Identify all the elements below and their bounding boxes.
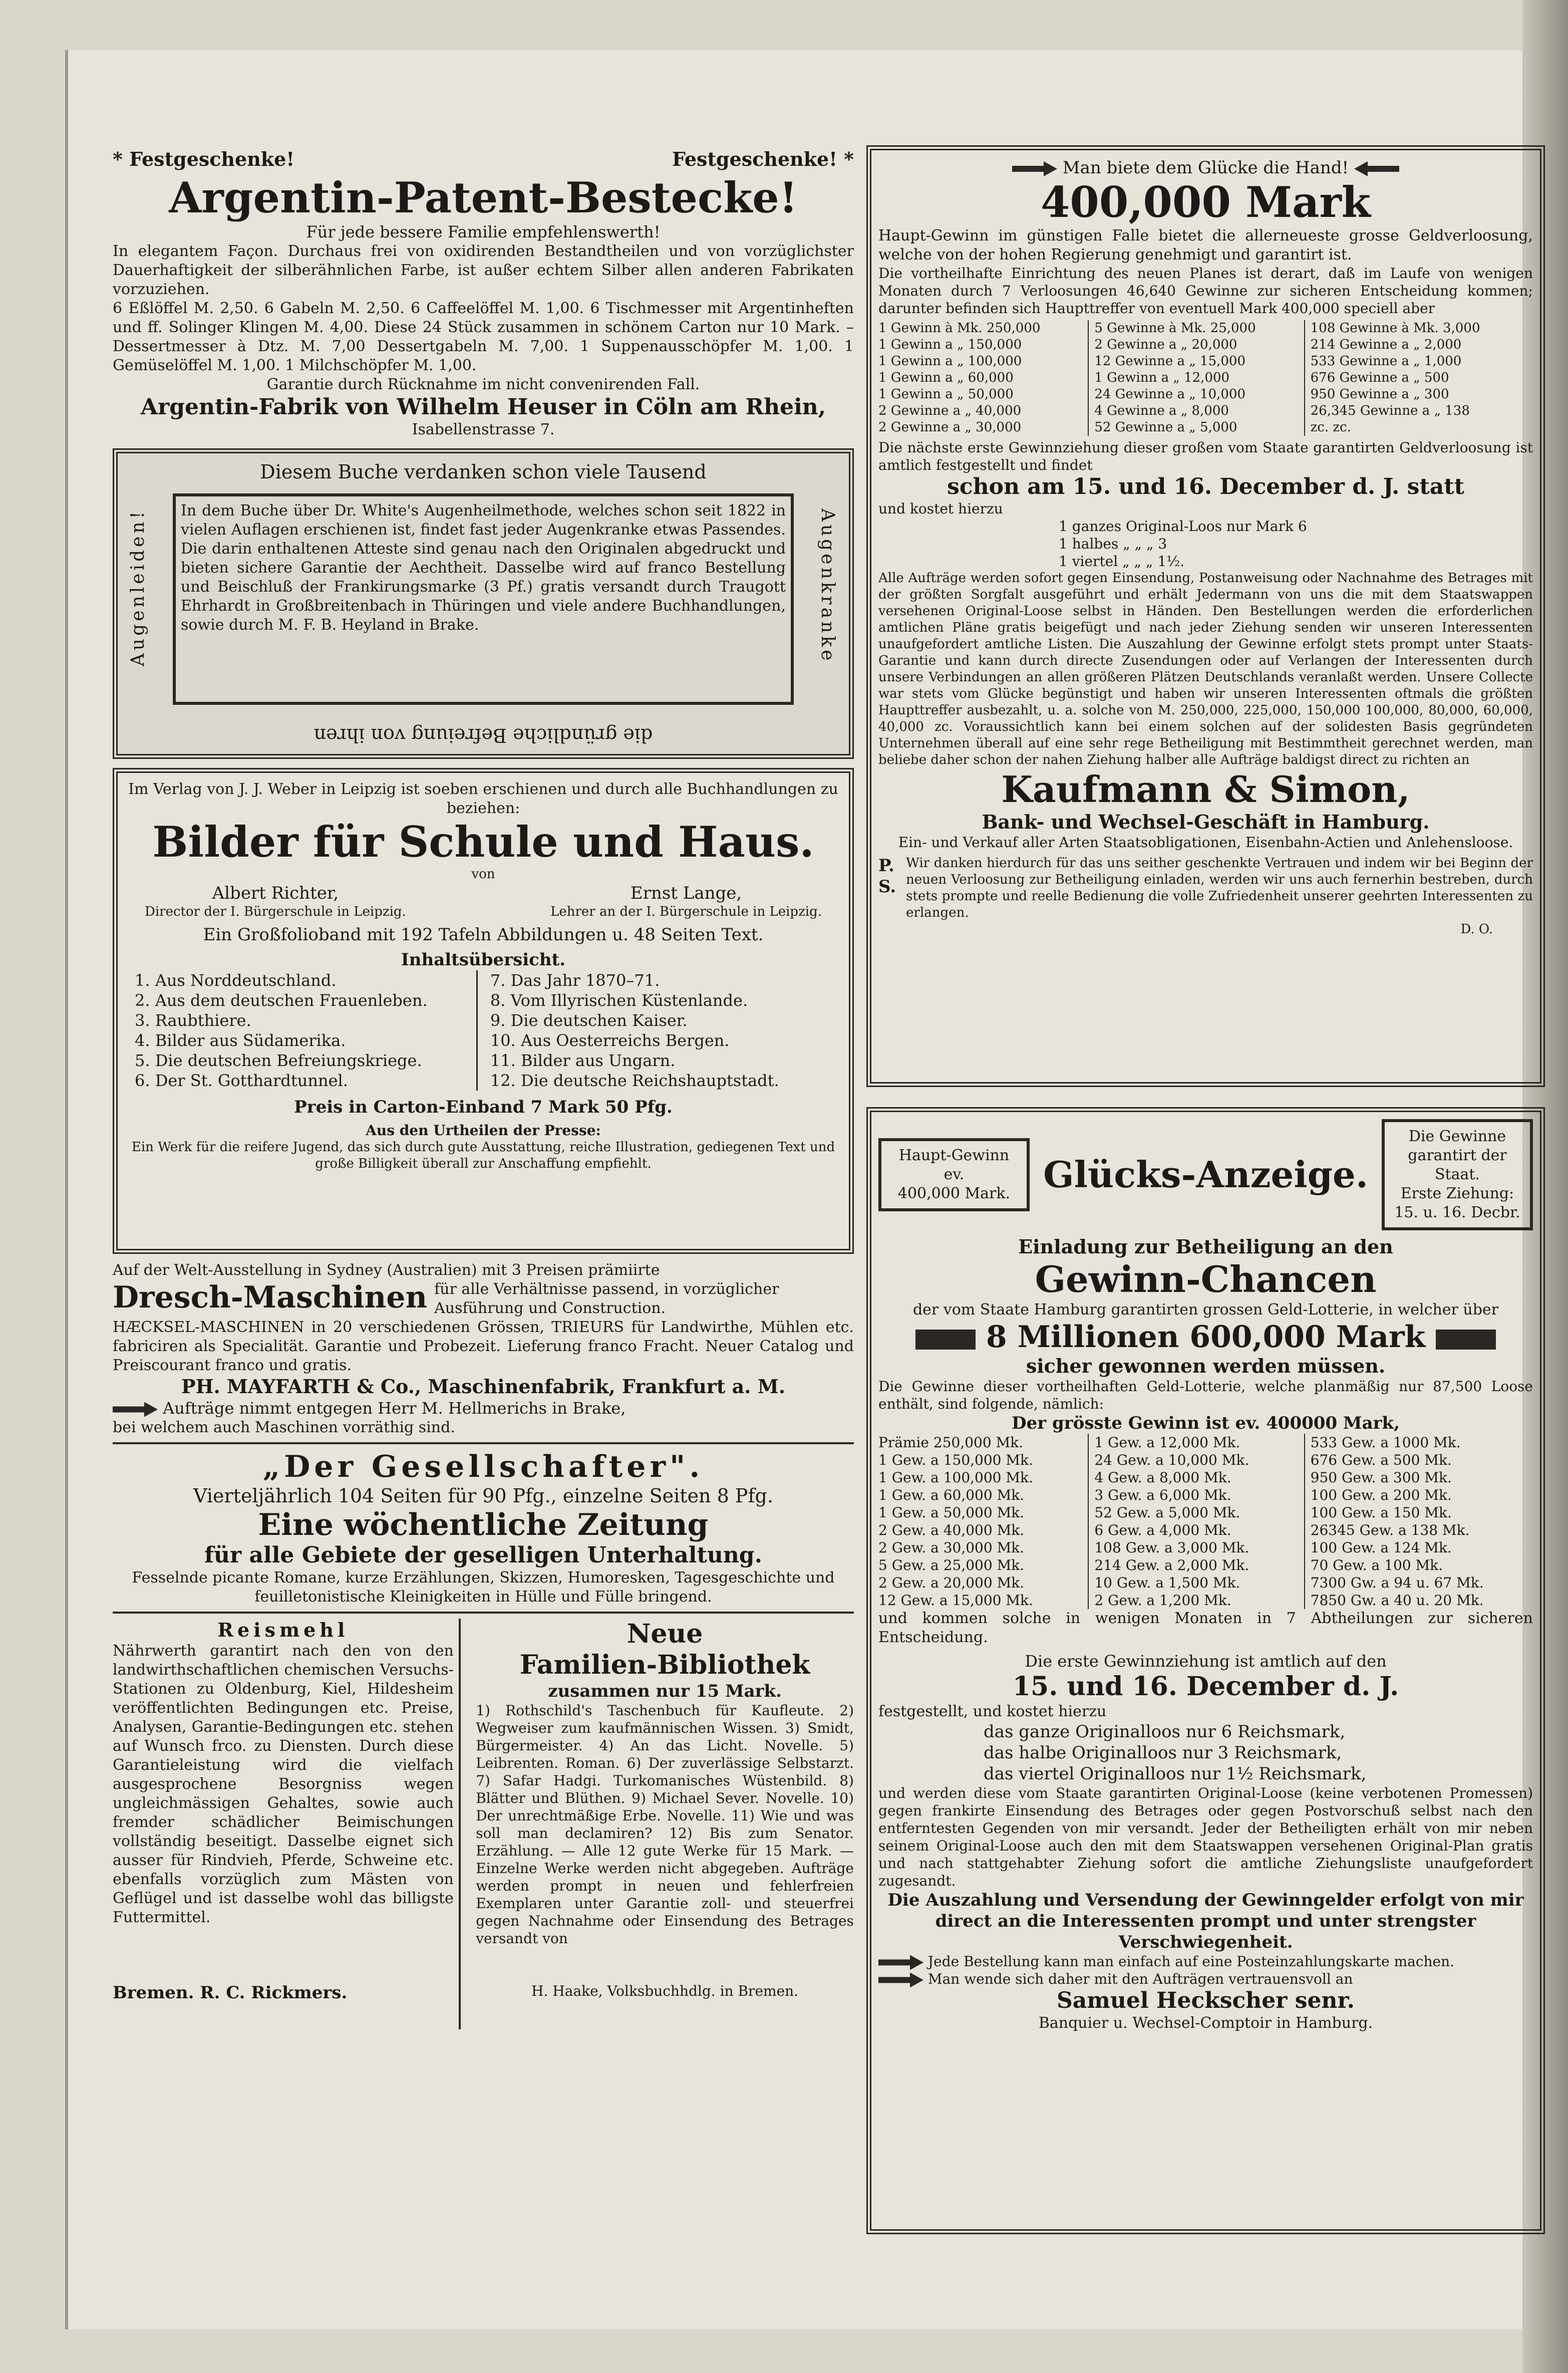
prize-row: 100 Gew. a 150 Mk. [1310, 1504, 1452, 1521]
black-bar-icon [915, 1330, 976, 1350]
gesellschafter-subtitle2: für alle Gebiete der geselligen Unterhaltung. [204, 1542, 762, 1568]
prize-row: 1 Gew. a 100,000 Mk. [878, 1469, 1033, 1486]
toc-item: 3. Raubthiere. [135, 1011, 251, 1030]
heckscher-note2: Man wende sich daher mit den Aufträgen vertrauensvoll an [927, 1971, 1353, 1987]
ad-dresch [113, 1261, 854, 1444]
kaufmann-plan: Die vortheilhafte Einrichtung des neuen Planes ist derart, daß im Laufe von wenigen Monaten durch 7 Verloosungen 46,640 Gewinne zur sicheren Entscheidung kommen; darunter befinden sich Haupttreffer von eventuell Mark 400,000 speciell aber [878, 265, 1533, 317]
toc-item: 9. Die deutschen Kaiser. [490, 1011, 688, 1030]
weber-price: Preis in Carton-Einband 7 Mark 50 Pfg. [294, 1097, 673, 1117]
lot-price-row: das halbe Originalloos nur 3 Reichsmark, [984, 1743, 1342, 1763]
bibliothek-title1: Neue [626, 1619, 703, 1649]
kaufmann-ps-label: P. S. [878, 856, 896, 897]
weber-von: von [471, 867, 495, 882]
prize-row: 950 Gew. a 300 Mk. [1310, 1469, 1452, 1486]
toc-item: 11. Bilder aus Ungarn. [490, 1051, 676, 1070]
weber-intro: Im Verlag von J. J. Weber in Leipzig ist soeben erschienen und durch alle Buchhandlungen zu beziehen: [128, 780, 838, 817]
prize-row: 12 Gew. a 15,000 Mk. [878, 1592, 1033, 1609]
prize-row: 676 Gew. a 500 Mk. [1310, 1452, 1452, 1468]
prize-row: 2 Gewinne a „ 30,000 [878, 420, 1022, 435]
kaufmann-body: Alle Aufträge werden sofort gegen Einsendung, Postanweisung oder Nachnahme des Betrages mit der größten Sorgfalt ausgeführt und erhält Jedermann von uns die mit dem Staatswappen versehenen Original-Loose selbst in Händen. Den Bestellungen werden die erforderlichen amtlichen Pläne gratis beigefügt und nach jeder Ziehung senden wir unseren Interessenten unaufgefordert amtliche Listen. Die Auszahlung der Gewinne erfolgt stets prompt unter Staats-Garantie und kann durch directe Zusendungen oder auf Verlangen der Interessenten durch unsere Verbindungen an allen größeren Plätzen Deutschlands veranlaßt werden. Unsere Collecte war stets vom Glücke begünstigt und haben wir unseren Interessenten oftmals die größten Haupttreffer ausbezahlt, u. a. solche von M. 250,000, 225,000, 150,000 100,000, 80,000, 60,000, 40,000 zc. Voraussichtlich kann bei einem solchen auf der solidesten Basis gegründeten Unternehmen überall auf eine sehr rege Betheiligung mit Bestimmtheit gerechnet werden, man beliebe daher schon der nahen Ziehung halber alle Aufträge baldigst direct zu richten an [878, 571, 1533, 767]
left-column [113, 148, 854, 2029]
dresch-title-row [113, 1280, 854, 1318]
heckscher-box-left [878, 1138, 1030, 1211]
pointing-hand-icon [878, 1973, 923, 1988]
besteck-guarantee: Garantie durch Rücknahme im nicht convenirenden Fall. [266, 376, 700, 393]
lot-price-row: das viertel Originalloos nur 1½ Reichsmark, [984, 1764, 1367, 1784]
prize-row: 1 Gewinn a „ 50,000 [878, 387, 1014, 402]
weber-author2-name: Ernst Lange, [630, 883, 742, 903]
heckscher-invite: Einladung zur Betheiligung an den [1018, 1235, 1393, 1258]
weber-author2 [550, 883, 822, 920]
besteck-header-right: Festgeschenke! * [672, 148, 854, 170]
toc-item: 4. Bilder aus Südamerika. [135, 1031, 346, 1050]
heckscher-body: und werden diese vom Staate garantirten Original-Loose (keine verbotenen Promessen) gegen frankirte Einsendung des Betrages oder gegen Postvorschuß selbst nach den entferntesten Gegenden von mir versandt. Jeder der Betheiligten erhält von mir neben seinem Original-Loose auch den mit dem Staatswappen versehenen Original-Plan gratis und nach stattgehabter Ziehung sofort die amtliche Ziehungsliste unaufgefordert zugesandt. [878, 1785, 1533, 1889]
lot-price-row: 1 viertel „ „ „ 1½. [1059, 553, 1185, 570]
heckscher-table-col-2 [1094, 1434, 1305, 1609]
augen-body: In dem Buche über Dr. White's Augenheilmethode, welches schon seit 1822 in vielen Auflagen erschienen ist, findet fast jeder Augenkranke etwas Passendes. Die darin enthaltenen Atteste sind genau nach den Originalen abgedruckt und bieten sichere Garantie der Aechtheit. Dasselbe wird auf franco Bestellung und Beischluß der Frankirungsmarke (3 Pf.) gratis versandt durch Traugott Ehrhardt in Großbreitenbach in Thüringen und viele andere Buchhandlungen, sowie durch M. F. B. Heyland in Brake. [173, 493, 794, 705]
divider [113, 1442, 854, 1444]
bibliothek-signature: H. Haake, Volksbuchhdlg. in Bremen. [531, 1983, 799, 1999]
prize-row: 108 Gew. a 3,000 Mk. [1094, 1539, 1249, 1556]
reismehl-title: Reismehl [217, 1619, 349, 1641]
bibliothek-title2: Familien-Bibliothek [519, 1650, 810, 1680]
toc-item: 12. Die deutsche Reichshauptstadt. [490, 1071, 779, 1090]
prize-row: 70 Gew. a 100 Mk. [1310, 1557, 1443, 1573]
ad-gesellschafter [113, 1449, 854, 1614]
weber-authors [125, 883, 842, 920]
kaufmann-lots [878, 517, 1533, 570]
prize-row: 2 Gewinne a „ 20,000 [1094, 337, 1237, 352]
box-line: Haupt-Gewinn [898, 1147, 1010, 1164]
heckscher-table-col-3 [1311, 1434, 1533, 1609]
gesellschafter-body: Fesselnde picante Romane, kurze Erzählungen, Skizzen, Humoresken, Tagesgeschichte und feuilletonistische Kleinigkeiten in Hülle und Fülle bringend. [132, 1569, 835, 1606]
gesellschafter-price: Vierteljährlich 104 Seiten für 90 Pfg., einzelne Seiten 8 Pfg. [193, 1485, 773, 1507]
box-line: Die Gewinne garantirt der Staat. [1408, 1128, 1507, 1183]
prize-row: 1 Gew. a 50,000 Mk. [878, 1504, 1025, 1521]
prize-row: 2 Gew. a 1,200 Mk. [1094, 1592, 1231, 1609]
prize-row: 100 Gew. a 124 Mk. [1310, 1539, 1452, 1556]
heckscher-largest: Der grösste Gewinn ist ev. 400000 Mark, [1012, 1413, 1400, 1433]
prize-row: 26345 Gew. a 138 Mk. [1310, 1522, 1470, 1538]
augen-left-vertical: Augenleiden! [128, 508, 148, 667]
prize-row: 4 Gew. a 8,000 Mk. [1094, 1469, 1231, 1486]
augen-top: Diesem Buche verdanken schon viele Tausend [260, 461, 707, 483]
weber-author1-role: Director der I. Bürgerschule in Leipzig. [145, 904, 406, 919]
prize-row: 1 Gewinn a „ 60,000 [878, 370, 1014, 385]
prize-row: 1 Gewinn a „ 100,000 [878, 354, 1022, 369]
pointing-hand-icon [878, 1955, 923, 1970]
black-bar-icon [1436, 1330, 1496, 1350]
heckscher-after-table: und kommen solche in wenigen Monaten in 7 Abtheilungen zur sicheren Entscheidung. [878, 1610, 1533, 1646]
reismehl-body: Nährwerth garantirt nach den von den landwirthschaftlichen chemischen Versuchs-Stationen zu Oldenburg, Kiel, Hildesheim veröffentlichten Bedingungen etc. Preise, Analysen, Garantie-Bedingungen etc. stehen auf Wunsch frco. zu Diensten. Durch diese Garantieleistung wird die vielfach ausgesprochene Besorgniss wegen ungleichmässigen Gehaltes, sowie auch fremder schädlicher Beimischungen vollständig beseitigt. Dasselbe eignet sich ausser für Rindvieh, Pferde, Schweine etc. ebenfalls vorzüglich zum Mästen von Geflügel und ist dasselbe wohl das billigste Futtermittel. [113, 1642, 454, 1926]
heckscher-millions: 8 Millionen 600,000 Mark [986, 1320, 1426, 1355]
prize-row: 214 Gewinne a „ 2,000 [1310, 337, 1462, 352]
box-line: ev. [944, 1166, 965, 1183]
heckscher-lottery: der vom Staate Hamburg garantirten grossen Geld-Lotterie, in welcher über [912, 1301, 1499, 1319]
weber-format: Ein Großfolioband mit 192 Tafeln Abbildungen u. 48 Seiten Text. [203, 925, 764, 945]
prize-row: 6 Gew. a 4,000 Mk. [1094, 1522, 1231, 1538]
prize-row: 533 Gew. a 1000 Mk. [1310, 1434, 1461, 1451]
prize-row: 5 Gew. a 25,000 Mk. [878, 1557, 1025, 1573]
lot-price-row: das ganze Originalloos nur 6 Reichsmark, [984, 1722, 1346, 1742]
heckscher-lots [878, 1721, 1533, 1784]
besteck-header-left: * Festgeschenke! [113, 148, 295, 170]
prize-row: 4 Gewinne a „ 8,000 [1094, 403, 1229, 418]
besteck-title: Argentin-Patent-Bestecke! [169, 173, 798, 222]
prize-row: 214 Gew. a 2,000 Mk. [1094, 1557, 1249, 1573]
toc-item: 8. Vom Illyrischen Küstenlande. [490, 991, 748, 1010]
prize-row: 2 Gewinne a „ 40,000 [878, 403, 1022, 418]
dresch-orders2: bei welchem auch Maschinen vorräthig sind. [113, 1419, 455, 1436]
dresch-body: HÆCKSEL-MASCHINEN in 20 verschiedenen Grössen, TRIEURS für Landwirthe, Mühlen etc. fabriciren als Specialität. Garantie und Probezeit. Lieferung franco Fracht. Neuer Catalog und Preiscourant franco und gratis. [113, 1319, 854, 1374]
kaufmann-headline: 400,000 Mark [1040, 177, 1371, 227]
pointing-hand-icon [1012, 161, 1057, 176]
box-line: 400,000 Mark. [897, 1185, 1011, 1202]
ad-heckscher [866, 1107, 1545, 2234]
prize-row: 676 Gewinne a „ 500 [1310, 370, 1449, 385]
kaufmann-ps-sig: D. O. [1460, 922, 1493, 937]
kaufmann-table-col-b [1094, 320, 1305, 436]
prize-row: 1 Gew. a 60,000 Mk. [878, 1487, 1025, 1503]
prize-row: 5 Gewinne à Mk. 25,000 [1094, 321, 1256, 336]
weber-toc-title: Inhaltsübersicht. [401, 950, 566, 970]
kaufmann-ps-row [878, 855, 1533, 921]
toc-item: 5. Die deutschen Befreiungskriege. [135, 1051, 422, 1070]
gesellschafter-title: „Der Gesellschafter". [262, 1449, 704, 1484]
gesellschafter-subtitle1: Eine wöchentliche Zeitung [258, 1507, 709, 1542]
pointing-hand-icon [113, 1402, 158, 1417]
toc-item: 2. Aus dem deutschen Frauenleben. [135, 991, 428, 1010]
right-column [866, 145, 1545, 2234]
prize-row: 12 Gewinne a „ 15,000 [1094, 354, 1246, 369]
prize-row: 7850 Gw. a 40 u. 20 Mk. [1310, 1592, 1484, 1609]
toc-item: 6. Der St. Gotthardtunnel. [135, 1071, 348, 1090]
prize-row: 7300 Gw. a 94 u. 67 Mk. [1310, 1574, 1484, 1591]
heckscher-millions-row [878, 1320, 1533, 1355]
kaufmann-top: Man biete dem Glücke die Hand! [1062, 158, 1349, 178]
prize-row: 26,345 Gewinne a „ 138 [1310, 403, 1470, 418]
kaufmann-table [878, 320, 1533, 436]
weber-toc-right [490, 970, 832, 1091]
bibliothek-sub: zusammen nur 15 Mark. [548, 1681, 782, 1701]
heckscher-box-right [1382, 1119, 1533, 1230]
heckscher-sure: sicher gewonnen werden müssen. [1026, 1355, 1386, 1377]
besteck-header [113, 148, 854, 171]
heckscher-planmaessig: Die Gewinne dieser vortheilhaften Geld-Lotterie, welche planmäßig nur 87,500 Loose enthält, sind folgende, nämlich: [878, 1378, 1533, 1412]
heckscher-note1-row [878, 1953, 1533, 1970]
prize-row: 1 Gewinn a „ 150,000 [878, 337, 1022, 352]
besteck-firm: Argentin-Fabrik von Wilhelm Heuser in Cöln am Rhein, [140, 394, 826, 420]
ad-besteck [113, 148, 854, 439]
kaufmann-draw-date: schon am 15. und 16. December d. J. statt [947, 474, 1464, 499]
besteck-prices: 6 Eßlöffel M. 2,50. 6 Gabeln M. 2,50. 6 Caffeelöffel M. 1,00. 6 Tischmesser mit Argentinheften und ff. Solinger Klingen M. 4,00. Diese 24 Stück zusammen in schönem Carton nur 10 Mark. – Dessertmesser à Dtz. M. 7,00 Dessertgabeln M. 7,00. 1 Suppenausschöpfer M. 1,00. 1 Gemüselöffel M. 1,00. 1 Milchschöpfer M. 1,00. [113, 300, 854, 374]
heckscher-first-draw: Die erste Gewinnziehung ist amtlich auf den [1025, 1652, 1387, 1671]
heckscher-note2-row [878, 1970, 1533, 1988]
besteck-address: Isabellenstrasse 7. [412, 421, 555, 438]
heckscher-firm-sub: Banquier u. Wechsel-Comptoir in Hamburg. [1038, 2014, 1373, 2032]
ad-bibliothek [476, 1619, 854, 2029]
heckscher-first-date: 15. und 16. December d. J. [1012, 1671, 1399, 1702]
toc-item: 7. Das Jahr 1870–71. [490, 971, 660, 990]
box-line: 15. u. 16. Decbr. [1394, 1204, 1520, 1221]
prize-row: 2 Gew. a 40,000 Mk. [878, 1522, 1025, 1538]
lot-price-row: 1 halbes „ „ „ 3 [1059, 536, 1167, 552]
dresch-orders-row [113, 1398, 854, 1418]
dresch-title: Dresch-Maschinen [113, 1280, 428, 1315]
weber-author1-name: Albert Richter, [212, 883, 339, 903]
weber-toc-left [135, 970, 478, 1091]
kaufmann-intro: Haupt-Gewinn im günstigen Falle bietet die allerneueste grosse Geldverloosung, welche von der hohen Regierung genehmigt und garantirt ist. [878, 227, 1533, 263]
prize-row: Prämie 250,000 Mk. [878, 1434, 1024, 1451]
kaufmann-firm: Kaufmann & Simon, [1001, 768, 1410, 811]
prize-row: 24 Gewinne a „ 10,000 [1094, 387, 1246, 402]
divider [113, 1612, 854, 1614]
prize-row: 24 Gew. a 10,000 Mk. [1094, 1452, 1249, 1468]
kaufmann-ps: Wir danken hierdurch für das uns seither geschenkte Vertrauen und indem wir bei Beginn der neuen Verloosung zur Betheiligung einladen, werden wir uns auch fernerhin bestreben, durch stets prompte und reelle Bedienung die volle Zufriedenheit unserer geehrten Interessenten zu erlangen. [906, 856, 1533, 920]
bottom-pair [113, 1619, 854, 2029]
weber-toc [125, 970, 842, 1091]
ad-kaufmann [866, 145, 1545, 1087]
dresch-title-side: für alle Verhältnisse passend, in vorzüglicher Ausführung und Construction. [434, 1280, 779, 1317]
heckscher-header [878, 1119, 1533, 1230]
prize-row: 100 Gew. a 200 Mk. [1310, 1487, 1452, 1503]
kaufmann-top-row [878, 157, 1533, 178]
prize-row: 1 Gew. a 150,000 Mk. [878, 1452, 1033, 1468]
dresch-orders: Aufträge nimmt entgegen Herr M. Hellmerichs in Brake, [163, 1399, 626, 1418]
kaufmann-table-col-c [1311, 320, 1533, 436]
bibliothek-body: 1) Rothschild's Taschenbuch für Kaufleute. 2) Wegweiser zum kaufmännischen Wissen. 3) Smidt, Bürgermeister. 4) An das Licht. Novelle. 5) Leibrenten. Roman. 6) Der zuverlässige Selbstarzt. 7) Safar Hadgi. Turkomanisches Wüstenbild. 8) Blätter und Blüthen. 9) Michael Sever. Novelle. 10) Der unrechtmäßige Erbe. Novelle. 11) Wie und was soll man declamiren? 12) Bis zum Senator. Erzählung. — Alle 12 gute Werke für 15 Mark. — Einzelne Werke werden nicht abgegeben. Aufträge werden prompt in neuen und fehlerfreien Exemplaren unter Garantie zoll- und steuerfrei gegen Nachnahme oder Einsendung des Betrages versandt von [476, 1702, 854, 1947]
kaufmann-table-col-a [878, 320, 1089, 436]
dresch-firm: PH. MAYFARTH & Co., Maschinenfabrik, Frankfurt a. M. [181, 1375, 785, 1398]
reismehl-signature: Bremen. R. C. Rickmers. [113, 1983, 348, 2003]
pointing-hand-icon [1354, 161, 1399, 176]
toc-item: 1. Aus Norddeutschland. [135, 971, 337, 990]
prize-row: 3 Gew. a 6,000 Mk. [1094, 1487, 1231, 1503]
heckscher-title: Glücks-Anzeige. [1043, 1153, 1368, 1196]
heckscher-table [878, 1434, 1533, 1609]
prize-row: 533 Gewinne a „ 1,000 [1310, 354, 1462, 369]
kaufmann-firm-sub: Bank- und Wechsel-Geschäft in Hamburg. [982, 811, 1430, 833]
prize-row: 10 Gew. a 1,500 Mk. [1094, 1574, 1240, 1591]
weber-author1 [145, 883, 406, 920]
kaufmann-cost: und kostet hierzu [878, 500, 1003, 517]
weber-author2-role: Lehrer an der I. Bürgerschule in Leipzig. [550, 904, 822, 919]
prize-row: 1 Gewinn a „ 12,000 [1094, 370, 1230, 385]
besteck-subtitle: Für jede bessere Familie empfehlenswerth! [306, 222, 661, 241]
augen-bottom-inverted: die gründliche Befreiung von ihren [313, 724, 653, 746]
prize-row: 52 Gewinne a „ 5,000 [1094, 420, 1237, 435]
ad-reismehl [113, 1619, 461, 2029]
weber-press: Ein Werk für die reifere Jugend, das sich durch gute Ausstattung, reiche Illustration, gediegenen Text und große Billigkeit überall zur Anschaffung empfiehlt. [131, 1140, 835, 1171]
heckscher-chances: Gewinn-Chancen [1035, 1258, 1377, 1300]
augen-right-vertical: Augenkranke [817, 508, 838, 664]
prize-row: 1 Gew. a 12,000 Mk. [1094, 1434, 1240, 1451]
weber-press-title: Aus den Urtheilen der Presse: [366, 1122, 601, 1139]
heckscher-firm: Samuel Heckscher senr. [1057, 1988, 1355, 2013]
prize-row: zc. zc. [1310, 420, 1351, 435]
prize-row: 2 Gew. a 30,000 Mk. [878, 1539, 1025, 1556]
prize-row: 108 Gewinne à Mk. 3,000 [1310, 321, 1480, 336]
weber-title: Bilder für Schule und Haus. [152, 817, 814, 867]
box-line: Erste Ziehung: [1400, 1185, 1514, 1202]
kaufmann-draw: Die nächste erste Gewinnziehung dieser großen vom Staate garantirten Geldverloosung ist amtlich festgestellt und findet [878, 439, 1533, 473]
heckscher-fixed: festgestellt, und kostet hierzu [878, 1703, 1107, 1720]
ad-weber [113, 768, 854, 1254]
heckscher-note1: Jede Bestellung kann man einfach auf eine Posteinzahlungskarte machen. [927, 1953, 1455, 1970]
heckscher-payout: Die Auszahlung und Versendung der Gewinngelder erfolgt von mir direct an die Interessenten prompt und unter strengster Verschwiegenheit. [887, 1890, 1524, 1952]
kaufmann-firm-sub2: Ein- und Verkauf aller Arten Staatsobligationen, Eisenbahn-Actien und Anlehensloose. [898, 834, 1513, 851]
toc-item: 10. Aus Oesterreichs Bergen. [490, 1031, 730, 1050]
heckscher-table-col-1 [878, 1434, 1089, 1609]
besteck-body: In elegantem Façon. Durchaus frei von oxidirenden Bestandtheilen und von vorzüglichster Dauerhaftigkeit der silberähnlichen Farbe, ist außer echtem Silber allen anderen Fabrikaten vorzuziehen. [113, 242, 854, 298]
prize-row: 52 Gew. a 5,000 Mk. [1094, 1504, 1240, 1521]
dresch-line1: Auf der Welt-Ausstellung in Sydney (Australien) mit 3 Preisen prämiirte [113, 1261, 660, 1279]
prize-row: 1 Gewinn à Mk. 250,000 [878, 321, 1041, 336]
ad-augen [113, 448, 854, 759]
prize-row: 2 Gew. a 20,000 Mk. [878, 1574, 1025, 1591]
prize-row: 950 Gewinne a „ 300 [1310, 387, 1449, 402]
lot-price-row: 1 ganzes Original-Loos nur Mark 6 [1059, 518, 1307, 535]
